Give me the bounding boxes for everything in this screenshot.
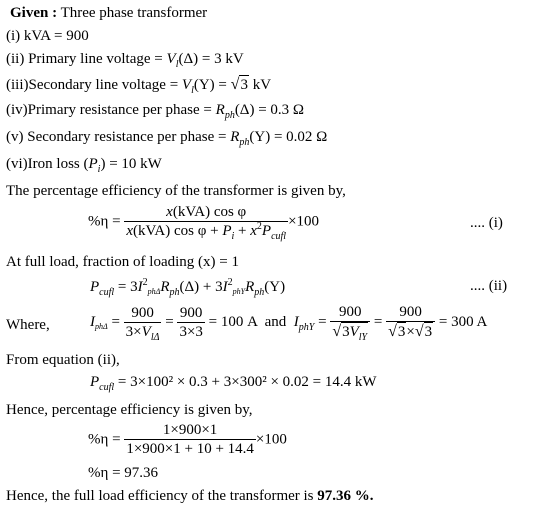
efficiency-result-value: = 97.36	[112, 465, 159, 481]
given-label: Given :	[10, 5, 58, 21]
item-iii: (iii)Secondary line voltage = $V_l(Y) = √3$ kV	[6, 76, 272, 96]
efficiency-equation: %η = $\frac{1\times 900\times 1}{1\times 900\times 1 + 10 + 14.4}$ ×100	[88, 422, 287, 457]
efficiency-denominator: 1×900×1 + 10 + 14.4	[126, 441, 254, 457]
equation-ii: $P_{cufl} = 3I^2_{ph\Delta}R_{ph}(\Delta) + 3I^2_{phY}R_{ph}(Y)$	[90, 277, 286, 298]
final-value: 97.36 %.	[317, 488, 374, 504]
phase-current-delta-result: = 100 A	[208, 313, 258, 330]
paragraph-hence: Hence, percentage efficiency is given by,	[6, 402, 253, 418]
equation-ii-tag: .... (ii)	[470, 278, 508, 294]
paragraph-efficiency-intro: The percentage efficiency of the transformer is given by,	[6, 183, 346, 199]
item-v: (v) Secondary resistance per phase = $R_{ph}(Y) = 0.02$ Ω	[6, 129, 328, 148]
phase-current-star-result: = 300 A	[438, 313, 488, 330]
item-vi-value: = 10 kW	[109, 156, 162, 172]
item-v-value: = 0.02 Ω	[273, 129, 328, 145]
final-text: Hence, the full load efficiency of the transformer is	[6, 488, 318, 504]
item-iii-value: kV	[252, 77, 272, 93]
item-i: (i) kVA = 900	[6, 28, 89, 44]
item-iv: (iv)Primary resistance per phase = $R_{ph}(\Delta) = 0.3$ Ω	[6, 102, 305, 121]
item-iv-value: = 0.3 Ω	[258, 102, 305, 118]
item-iv-label: (iv)Primary resistance per phase =	[6, 102, 216, 118]
item-ii-label: (ii) Primary line voltage =	[6, 51, 167, 67]
current-equations: $I_{ph\Delta}$ = $\frac{900}{3\times V_{l\Delta}}$ = $\frac{900}{3\times 3}$ = 100 A and $I_{phY}$ = $\frac{900}{√3V_{lY}}$ = $\frac{900}{√3\times√3}$ = 300 A	[90, 304, 488, 343]
equation-i-tag: .... (i)	[470, 215, 503, 231]
efficiency-result: %η = 97.36	[88, 465, 159, 481]
efficiency-times: ×100	[255, 431, 287, 448]
given-line	[10, 4, 207, 22]
paragraph-full-load: At full load, fraction of loading (x) = 1	[6, 254, 239, 270]
pcu-equation: $P_{cufl} = 3\times 100^2 \times 0.3 + 3\times 300^2 \times 0.02 = 14.4$ kW	[90, 374, 377, 393]
item-vi: (vi)Iron loss $(P_i) = 10$ kW	[6, 156, 162, 175]
and-label: and	[264, 313, 287, 330]
item-ii-value: = 3 kV	[201, 51, 244, 67]
item-vi-label: (vi)Iron loss	[6, 156, 84, 172]
paragraph-from-equation: From equation (ii),	[6, 352, 120, 368]
given-text: Three phase transformer	[60, 5, 208, 21]
item-iii-label: (iii)Secondary line voltage =	[6, 77, 182, 93]
item-v-label: (v) Secondary resistance per phase =	[6, 129, 231, 145]
where-label: Where,	[6, 317, 50, 333]
final-statement	[6, 487, 374, 505]
pcu-value: = 3×100² × 0.3 + 3×300² × 0.02 = 14.4 kW	[117, 374, 377, 390]
equation-i-fraction: $\frac{\text{x(kVA) cos φ}}{x(kVA) \cos \varphi + P_i + x^2P_{cufl}}$	[126, 204, 287, 242]
equation-i: %η = $\frac{\text{x(kVA) cos φ}}{x(kVA) \cos \varphi + P_i + x^2P_{cufl}}$ ×100	[88, 204, 320, 242]
efficiency-numerator: 1×900×1	[124, 422, 256, 440]
item-ii: (ii) Primary line voltage = $V_l(\Delta) = 3$ kV	[6, 51, 244, 70]
